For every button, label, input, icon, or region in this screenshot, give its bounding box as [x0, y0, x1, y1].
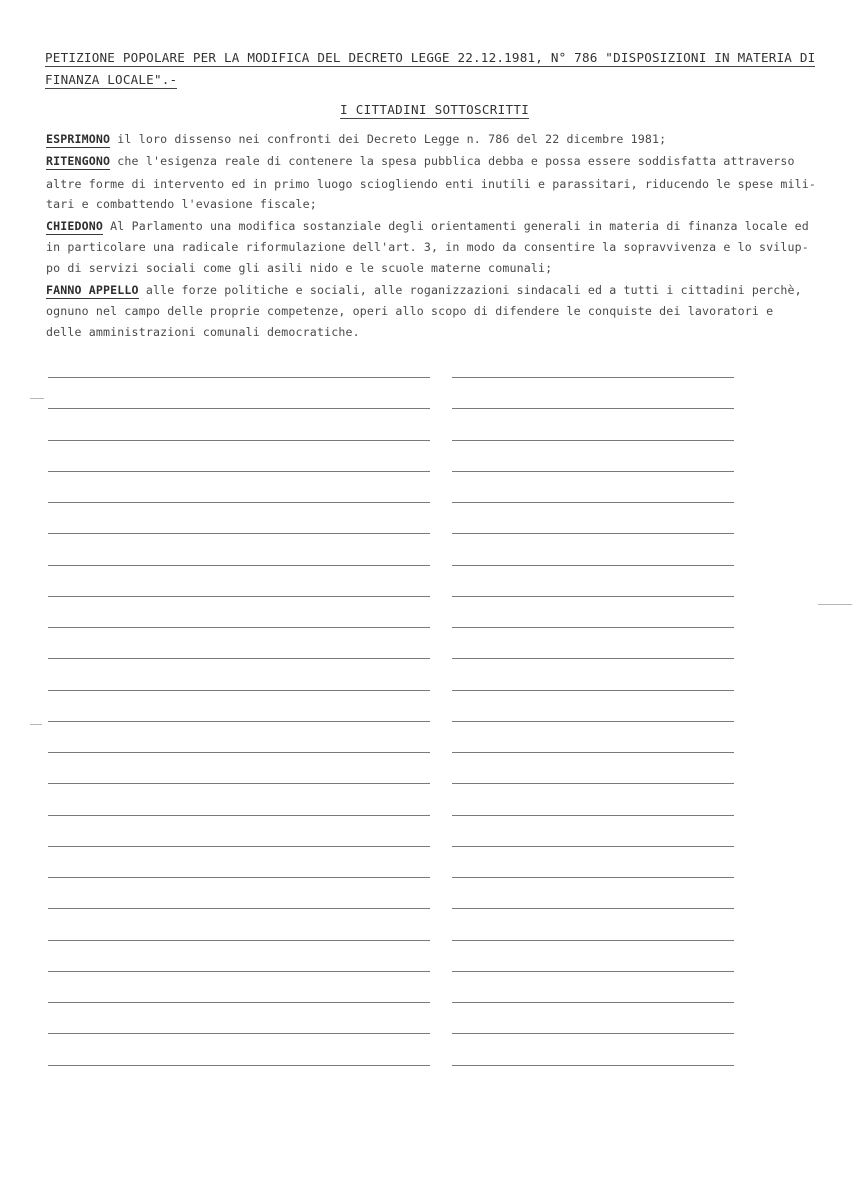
scan-mark [30, 724, 42, 725]
document-title-line-2 [45, 72, 177, 87]
signature-line-right [452, 658, 734, 659]
signature-line-left [48, 1065, 430, 1066]
keyword-esprimono: ESPRIMONO [46, 132, 111, 146]
signature-line-right [452, 408, 734, 409]
signature-line-right [452, 815, 734, 816]
paragraph-fanno-appello-line-3: delle amministrazioni comunali democratiche. [46, 325, 360, 339]
signature-line-left [48, 846, 430, 847]
signature-line-left [48, 596, 430, 597]
signature-line-left [48, 408, 430, 409]
paragraph-esprimono-line-1 [46, 132, 666, 146]
keyword-ritengono: RITENGONO [46, 154, 111, 168]
signature-line-right [452, 971, 734, 972]
document-title-text-2: FINANZA LOCALE".- [45, 72, 178, 87]
signature-line-left [48, 377, 430, 378]
signature-line-left [48, 658, 430, 659]
signature-line-left [48, 440, 430, 441]
signature-line-left [48, 908, 430, 909]
keyword-fanno-appello: FANNO APPELLO [46, 283, 139, 297]
paragraph-chiedono-line-2: in particolare una radicale riformulazione dell'art. 3, in modo da consentire la sopravvivenza e lo svilup- [46, 240, 809, 254]
signature-line-left [48, 533, 430, 534]
signature-line-right [452, 783, 734, 784]
signature-line-right [452, 1065, 734, 1066]
paragraph-text: Al Parlamento una modifica sostanziale degli orientamenti generali in materia di finanza locale ed [103, 219, 809, 233]
signature-line-right [452, 940, 734, 941]
keyword-chiedono: CHIEDONO [46, 219, 104, 233]
signature-line-left [48, 471, 430, 472]
signature-line-right [452, 1002, 734, 1003]
signature-line-right [452, 596, 734, 597]
signature-line-left [48, 1002, 430, 1003]
paragraph-fanno-appello-line-1 [46, 283, 802, 297]
paragraph-chiedono-line-3: po di servizi sociali come gli asili nido e le scuole materne comunali; [46, 261, 553, 275]
signature-line-right [452, 721, 734, 722]
signature-line-right [452, 846, 734, 847]
paragraph-chiedono-line-1 [46, 219, 809, 233]
signature-line-left [48, 627, 430, 628]
signature-line-right [452, 752, 734, 753]
signature-line-right [452, 533, 734, 534]
signature-line-left [48, 752, 430, 753]
signature-line-left [48, 1033, 430, 1034]
paragraph-ritengono-line-3: tari e combattendo l'evasione fiscale; [46, 197, 317, 211]
signature-line-right [452, 877, 734, 878]
signature-line-right [452, 440, 734, 441]
signature-line-right [452, 502, 734, 503]
paragraph-text: che l'esigenza reale di contenere la spesa pubblica debba e possa essere soddisfatta attraverso [110, 154, 795, 168]
scan-mark [30, 398, 44, 399]
signature-line-left [48, 815, 430, 816]
section-subtitle: I CITTADINI SOTTOSCRITTI [340, 102, 530, 117]
signature-line-left [48, 877, 430, 878]
document-title-text-1: PETIZIONE POPOLARE PER LA MODIFICA DEL DECRETO LEGGE 22.12.1981, N° 786 "DISPOSIZIONI IN MATERIA DI [45, 50, 816, 65]
signature-line-right [452, 690, 734, 691]
signature-line-left [48, 690, 430, 691]
paragraph-ritengono-line-2: altre forme di intervento ed in primo luogo sciogliendo enti inutili e parassitari, riducendo le spese mili- [46, 177, 817, 191]
signature-line-left [48, 971, 430, 972]
paragraph-text: alle forze politiche e sociali, alle roganizzazioni sindacali ed a tutti i cittadini perchè, [138, 283, 802, 297]
signature-line-right [452, 627, 734, 628]
paragraph-ritengono-line-1 [46, 154, 795, 168]
signature-line-left [48, 502, 430, 503]
signature-line-right [452, 377, 734, 378]
signature-line-left [48, 721, 430, 722]
signature-line-right [452, 1033, 734, 1034]
paragraph-fanno-appello-line-2: ognuno nel campo delle proprie competenze, operi allo scopo di difendere le conquiste dei lavoratori e [46, 304, 774, 318]
signature-line-right [452, 471, 734, 472]
signature-line-left [48, 565, 430, 566]
scan-mark [818, 604, 852, 605]
paragraph-text: il loro dissenso nei confronti dei Decreto Legge n. 786 del 22 dicembre 1981; [110, 132, 667, 146]
signature-line-left [48, 783, 430, 784]
signature-line-left [48, 940, 430, 941]
signature-line-right [452, 908, 734, 909]
document-title-line-1 [45, 50, 815, 65]
signature-line-right [452, 565, 734, 566]
